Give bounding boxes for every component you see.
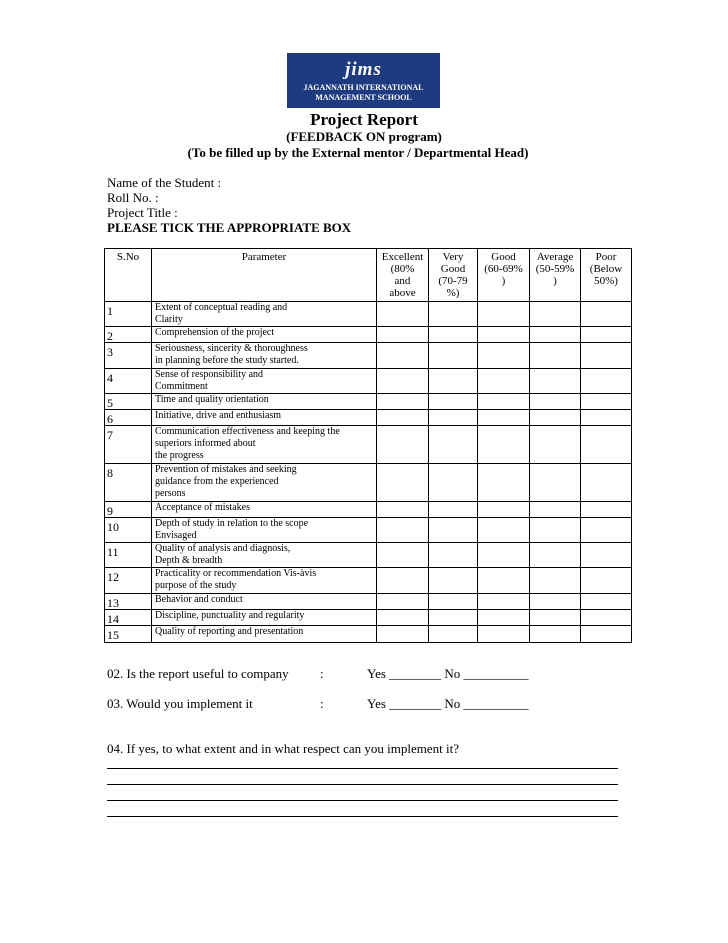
project-title-label: Project Title : <box>107 205 178 220</box>
tick-box-poor[interactable] <box>581 518 632 543</box>
header-very-good-line: %) <box>446 287 460 299</box>
tick-box-poor[interactable] <box>581 594 632 610</box>
header-good-line: (60-69% <box>484 263 523 275</box>
tick-box-very-good[interactable] <box>429 610 478 626</box>
param-line: Envisaged <box>155 530 197 541</box>
table-row <box>105 410 632 426</box>
row-sno: 13 <box>105 594 152 610</box>
tick-box-poor[interactable] <box>581 543 632 568</box>
table-row <box>105 343 632 369</box>
tick-box-excellent[interactable] <box>377 369 429 394</box>
row-parameter <box>152 518 377 543</box>
tick-box-very-good[interactable] <box>429 302 478 327</box>
roll-no-label: Roll No. : <box>107 190 159 205</box>
row-sno: 8 <box>105 464 152 502</box>
tick-box-excellent[interactable] <box>377 543 429 568</box>
param-line: Seriousness, sincerity & thoroughness <box>155 343 308 354</box>
header-good-line: ) <box>501 275 506 287</box>
tick-box-excellent[interactable] <box>377 502 429 518</box>
tick-box-excellent[interactable] <box>377 426 429 464</box>
tick-box-good[interactable] <box>478 343 530 369</box>
param-line: Sense of responsibility and <box>155 369 264 380</box>
tick-box-excellent[interactable] <box>377 518 429 543</box>
row-parameter <box>152 410 377 426</box>
tick-box-average[interactable] <box>530 626 581 643</box>
table-row <box>105 610 632 626</box>
tick-box-excellent[interactable] <box>377 568 429 594</box>
tick-box-average[interactable] <box>530 543 581 568</box>
tick-box-average[interactable] <box>530 410 581 426</box>
row-parameter <box>152 343 377 369</box>
tick-box-very-good[interactable] <box>429 426 478 464</box>
param-line: purpose of the study <box>155 580 237 591</box>
row-parameter <box>152 394 377 410</box>
table-row <box>105 568 632 594</box>
school-logo <box>287 53 440 108</box>
param-line: Prevention of mistakes and seeking <box>155 464 297 475</box>
row-parameter <box>152 543 377 568</box>
tick-box-very-good[interactable] <box>429 518 478 543</box>
table-row <box>105 426 632 464</box>
param-line: guidance from the experienced <box>155 476 279 487</box>
question-2: 02. Is the report useful to company <box>107 666 289 681</box>
tick-box-poor[interactable] <box>581 626 632 643</box>
tick-box-very-good[interactable] <box>429 410 478 426</box>
tick-box-good[interactable] <box>478 369 530 394</box>
tick-box-average[interactable] <box>530 518 581 543</box>
param-line: Acceptance of mistakes <box>155 502 250 513</box>
tick-box-average[interactable] <box>530 502 581 518</box>
tick-box-average[interactable] <box>530 568 581 594</box>
tick-box-good[interactable] <box>478 518 530 543</box>
header-good-line: Good <box>491 251 516 263</box>
table-header-row <box>105 249 632 302</box>
table-row <box>105 594 632 610</box>
table-row <box>105 464 632 502</box>
param-line: Practicality or recommendation Vis-àvis <box>155 568 317 579</box>
answer-line[interactable] <box>107 768 618 769</box>
table-row <box>105 502 632 518</box>
tick-box-very-good[interactable] <box>429 543 478 568</box>
row-parameter <box>152 464 377 502</box>
header-very-good-line: (70-79 <box>438 275 468 287</box>
header-good <box>478 249 530 302</box>
page-note: (To be filled up by the External mentor / Departmental Head) <box>187 145 529 160</box>
header-poor-line: 50%) <box>594 275 618 287</box>
row-sno: 15 <box>105 626 152 643</box>
tick-box-poor[interactable] <box>581 302 632 327</box>
table-row <box>105 394 632 410</box>
row-parameter <box>152 626 377 643</box>
answer-line[interactable] <box>107 816 618 817</box>
tick-box-good[interactable] <box>478 464 530 502</box>
question-3-answer[interactable]: Yes ________ No __________ <box>367 696 529 711</box>
tick-box-very-good[interactable] <box>429 568 478 594</box>
row-sno: 4 <box>105 369 152 394</box>
tick-box-average[interactable] <box>530 302 581 327</box>
table-row <box>105 369 632 394</box>
tick-box-poor[interactable] <box>581 502 632 518</box>
tick-box-excellent[interactable] <box>377 327 429 343</box>
header-very-good-line: Very <box>442 251 464 263</box>
tick-box-good[interactable] <box>478 543 530 568</box>
header-average-line: Average <box>536 251 574 263</box>
tick-box-poor[interactable] <box>581 610 632 626</box>
question-2-answer[interactable]: Yes ________ No __________ <box>367 666 529 681</box>
tick-box-good[interactable] <box>478 426 530 464</box>
tick-box-very-good[interactable] <box>429 594 478 610</box>
param-line: Depth & breadth <box>155 555 223 566</box>
student-name-label: Name of the Student : <box>107 175 222 190</box>
header-average-line: ) <box>553 275 557 287</box>
param-line: Extent of conceptual reading and <box>155 302 288 313</box>
tick-box-average[interactable] <box>530 610 581 626</box>
header-poor-line: (Below <box>589 263 623 275</box>
page-subtitle: (FEEDBACK ON program) <box>286 129 442 144</box>
row-parameter <box>152 327 377 343</box>
row-parameter <box>152 502 377 518</box>
tick-box-average[interactable] <box>530 327 581 343</box>
param-line: Clarity <box>155 314 183 325</box>
tick-box-poor[interactable] <box>581 426 632 464</box>
instruction-text: PLEASE TICK THE APPROPRIATE BOX <box>107 220 352 235</box>
header-poor <box>581 249 632 302</box>
header-excellent-line: and <box>394 275 411 287</box>
table-row <box>105 302 632 327</box>
row-sno: 11 <box>105 543 152 568</box>
tick-box-good[interactable] <box>478 502 530 518</box>
row-sno: 12 <box>105 568 152 594</box>
tick-box-poor[interactable] <box>581 343 632 369</box>
answer-line[interactable] <box>107 784 618 785</box>
tick-box-good[interactable] <box>478 302 530 327</box>
param-line: in planning before the study started. <box>155 355 299 366</box>
tick-box-good[interactable] <box>478 568 530 594</box>
param-line: Time and quality orientation <box>155 394 269 405</box>
tick-box-excellent[interactable] <box>377 302 429 327</box>
tick-box-poor[interactable] <box>581 464 632 502</box>
param-line: Depth of study in relation to the scope <box>155 518 309 529</box>
param-line: persons <box>155 488 186 499</box>
param-line: Discipline, punctuality and regularity <box>155 610 305 621</box>
tick-box-average[interactable] <box>530 594 581 610</box>
tick-box-excellent[interactable] <box>377 626 429 643</box>
tick-box-good[interactable] <box>478 410 530 426</box>
logo-line-2: MANAGEMENT SCHOOL <box>315 93 412 102</box>
tick-box-good[interactable] <box>478 594 530 610</box>
question-4: 04. If yes, to what extent and in what respect can you implement it? <box>107 741 459 756</box>
header-very-good-line: Good <box>440 263 466 275</box>
row-sno: 6 <box>105 410 152 426</box>
tick-box-average[interactable] <box>530 369 581 394</box>
header-poor-line: Poor <box>595 251 617 263</box>
tick-box-poor[interactable] <box>581 327 632 343</box>
tick-box-very-good[interactable] <box>429 394 478 410</box>
row-parameter <box>152 568 377 594</box>
tick-box-average[interactable] <box>530 426 581 464</box>
param-line: Commitment <box>155 381 208 392</box>
tick-box-very-good[interactable] <box>429 626 478 643</box>
header-excellent <box>377 249 429 302</box>
header-sno: S.No <box>105 249 152 302</box>
tick-box-very-good[interactable] <box>429 502 478 518</box>
tick-box-excellent[interactable] <box>377 343 429 369</box>
page-title: Project Report <box>310 110 418 129</box>
question-3-colon: : <box>320 696 324 711</box>
header-parameter: Parameter <box>152 249 377 302</box>
tick-box-average[interactable] <box>530 343 581 369</box>
param-line: Initiative, drive and enthusiasm <box>155 410 282 421</box>
tick-box-good[interactable] <box>478 626 530 643</box>
logo-line-1: JAGANNATH INTERNATIONAL <box>303 83 424 92</box>
row-sno: 3 <box>105 343 152 369</box>
table-row <box>105 518 632 543</box>
tick-box-good[interactable] <box>478 610 530 626</box>
header-excellent-line: above <box>389 287 416 299</box>
tick-box-poor[interactable] <box>581 394 632 410</box>
row-sno: 7 <box>105 426 152 464</box>
header-average <box>530 249 581 302</box>
table-row <box>105 327 632 343</box>
tick-box-average[interactable] <box>530 394 581 410</box>
table-row <box>105 543 632 568</box>
header-excellent-line: Excellent <box>381 251 424 263</box>
feedback-table <box>104 248 632 643</box>
header-very-good <box>429 249 478 302</box>
tick-box-excellent[interactable] <box>377 410 429 426</box>
row-parameter <box>152 302 377 327</box>
tick-box-poor[interactable] <box>581 410 632 426</box>
param-line: the progress <box>155 450 204 461</box>
row-parameter <box>152 369 377 394</box>
param-line: superiors informed about <box>155 438 256 449</box>
tick-box-excellent[interactable] <box>377 394 429 410</box>
row-sno: 10 <box>105 518 152 543</box>
tick-box-excellent[interactable] <box>377 610 429 626</box>
question-3: 03. Would you implement it <box>107 696 253 711</box>
row-sno: 5 <box>105 394 152 410</box>
tick-box-excellent[interactable] <box>377 594 429 610</box>
row-sno: 14 <box>105 610 152 626</box>
row-parameter <box>152 594 377 610</box>
tick-box-very-good[interactable] <box>429 327 478 343</box>
row-parameter <box>152 426 377 464</box>
tick-box-average[interactable] <box>530 464 581 502</box>
table-row <box>105 626 632 643</box>
header-average-line: (50-59% <box>535 263 575 275</box>
row-sno: 2 <box>105 327 152 343</box>
tick-box-very-good[interactable] <box>429 369 478 394</box>
tick-box-poor[interactable] <box>581 568 632 594</box>
tick-box-good[interactable] <box>478 394 530 410</box>
question-2-colon: : <box>320 666 324 681</box>
row-sno: 9 <box>105 502 152 518</box>
tick-box-good[interactable] <box>478 327 530 343</box>
row-sno: 1 <box>105 302 152 327</box>
param-line: Communication effectiveness and keeping the <box>155 426 340 437</box>
param-line: Comprehension of the project <box>155 327 275 338</box>
logo-mark: jims <box>345 59 382 80</box>
row-parameter <box>152 610 377 626</box>
tick-box-excellent[interactable] <box>377 464 429 502</box>
param-line: Quality of analysis and diagnosis, <box>155 543 291 554</box>
answer-line[interactable] <box>107 800 618 801</box>
tick-box-very-good[interactable] <box>429 343 478 369</box>
header-excellent-line: (80% <box>390 263 415 275</box>
tick-box-very-good[interactable] <box>429 464 478 502</box>
param-line: Quality of reporting and presentation <box>155 626 304 637</box>
tick-box-poor[interactable] <box>581 369 632 394</box>
param-line: Behavior and conduct <box>155 594 243 605</box>
